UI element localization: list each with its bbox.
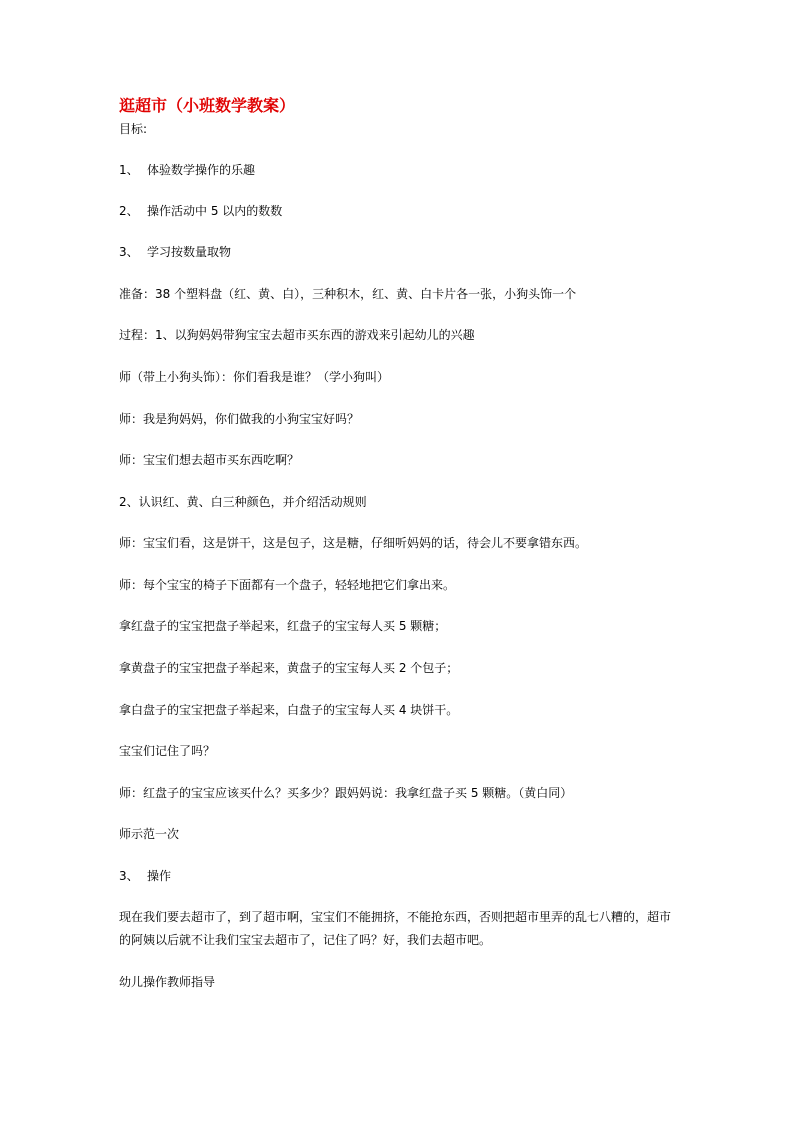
process-step-3 — [119, 868, 171, 884]
step-number: 3、 — [119, 869, 139, 883]
goal-number: 3、 — [119, 245, 139, 259]
demo-line: 师示范一次 — [119, 827, 180, 841]
goal-number: 2、 — [119, 204, 139, 218]
goal-text: 学习按数量取物 — [147, 245, 232, 259]
goal-text: 体验数学操作的乐趣 — [147, 163, 256, 177]
process-step-1: 过程：1、以狗妈妈带狗宝宝去超市买东西的游戏来引起幼儿的兴趣 — [119, 328, 475, 342]
goal-text: 操作活动中 5 以内的数数 — [147, 204, 283, 218]
go-shopping-paragraph: 现在我们要去超市了，到了超市啊，宝宝们不能拥挤，不能抢东西，否则把超市里弄的乱七八糟的，超市的阿姨以后就不让我们宝宝去超市了，记住了吗？好，我们去超市吧。 — [119, 910, 672, 947]
preparation-text: 准备：38 个塑料盘（红、黄、白），三种积木，红、黄、白卡片各一张，小狗头饰一个 — [119, 287, 577, 301]
teacher-line-6: 师：红盘子的宝宝应该买什么？买多少？跟妈妈说：我拿红盘子买 5 颗糖。（黄白同） — [119, 786, 573, 800]
rule-yellow-plate: 拿黄盘子的宝宝把盘子举起来，黄盘子的宝宝每人买 2 个包子； — [119, 661, 459, 675]
guidance-line: 幼儿操作教师指导 — [119, 975, 216, 989]
remember-question: 宝宝们记住了吗？ — [119, 744, 216, 758]
goal-item-3 — [119, 244, 231, 260]
document-title: 逛超市（小班数学教案） — [119, 96, 296, 115]
rule-red-plate: 拿红盘子的宝宝把盘子举起来，红盘子的宝宝每人买 5 颗糖； — [119, 619, 447, 633]
step-text: 操作 — [147, 869, 172, 883]
teacher-line-4: 师：宝宝们看，这是饼干，这是包子，这是糖，仔细听妈妈的话，待会儿不要拿错东西。 — [119, 536, 588, 550]
teacher-line-1: 师（带上小狗头饰）：你们看我是谁？（学小狗叫） — [119, 370, 390, 384]
rule-white-plate: 拿白盘子的宝宝把盘子举起来，白盘子的宝宝每人买 4 块饼干。 — [119, 703, 459, 717]
process-step-2: 2、认识红、黄、白三种颜色，并介绍活动规则 — [119, 495, 367, 509]
goal-item-2 — [119, 203, 282, 219]
goal-item-1 — [119, 162, 255, 178]
teacher-line-2: 师：我是狗妈妈，你们做我的小狗宝宝好吗？ — [119, 412, 360, 426]
goal-label: 目标: — [119, 122, 148, 136]
teacher-line-3: 师：宝宝们想去超市买东西吃啊？ — [119, 453, 300, 467]
teacher-line-5: 师：每个宝宝的椅子下面都有一个盘子，轻轻地把它们拿出来。 — [119, 578, 456, 592]
goal-number: 1、 — [119, 163, 139, 177]
